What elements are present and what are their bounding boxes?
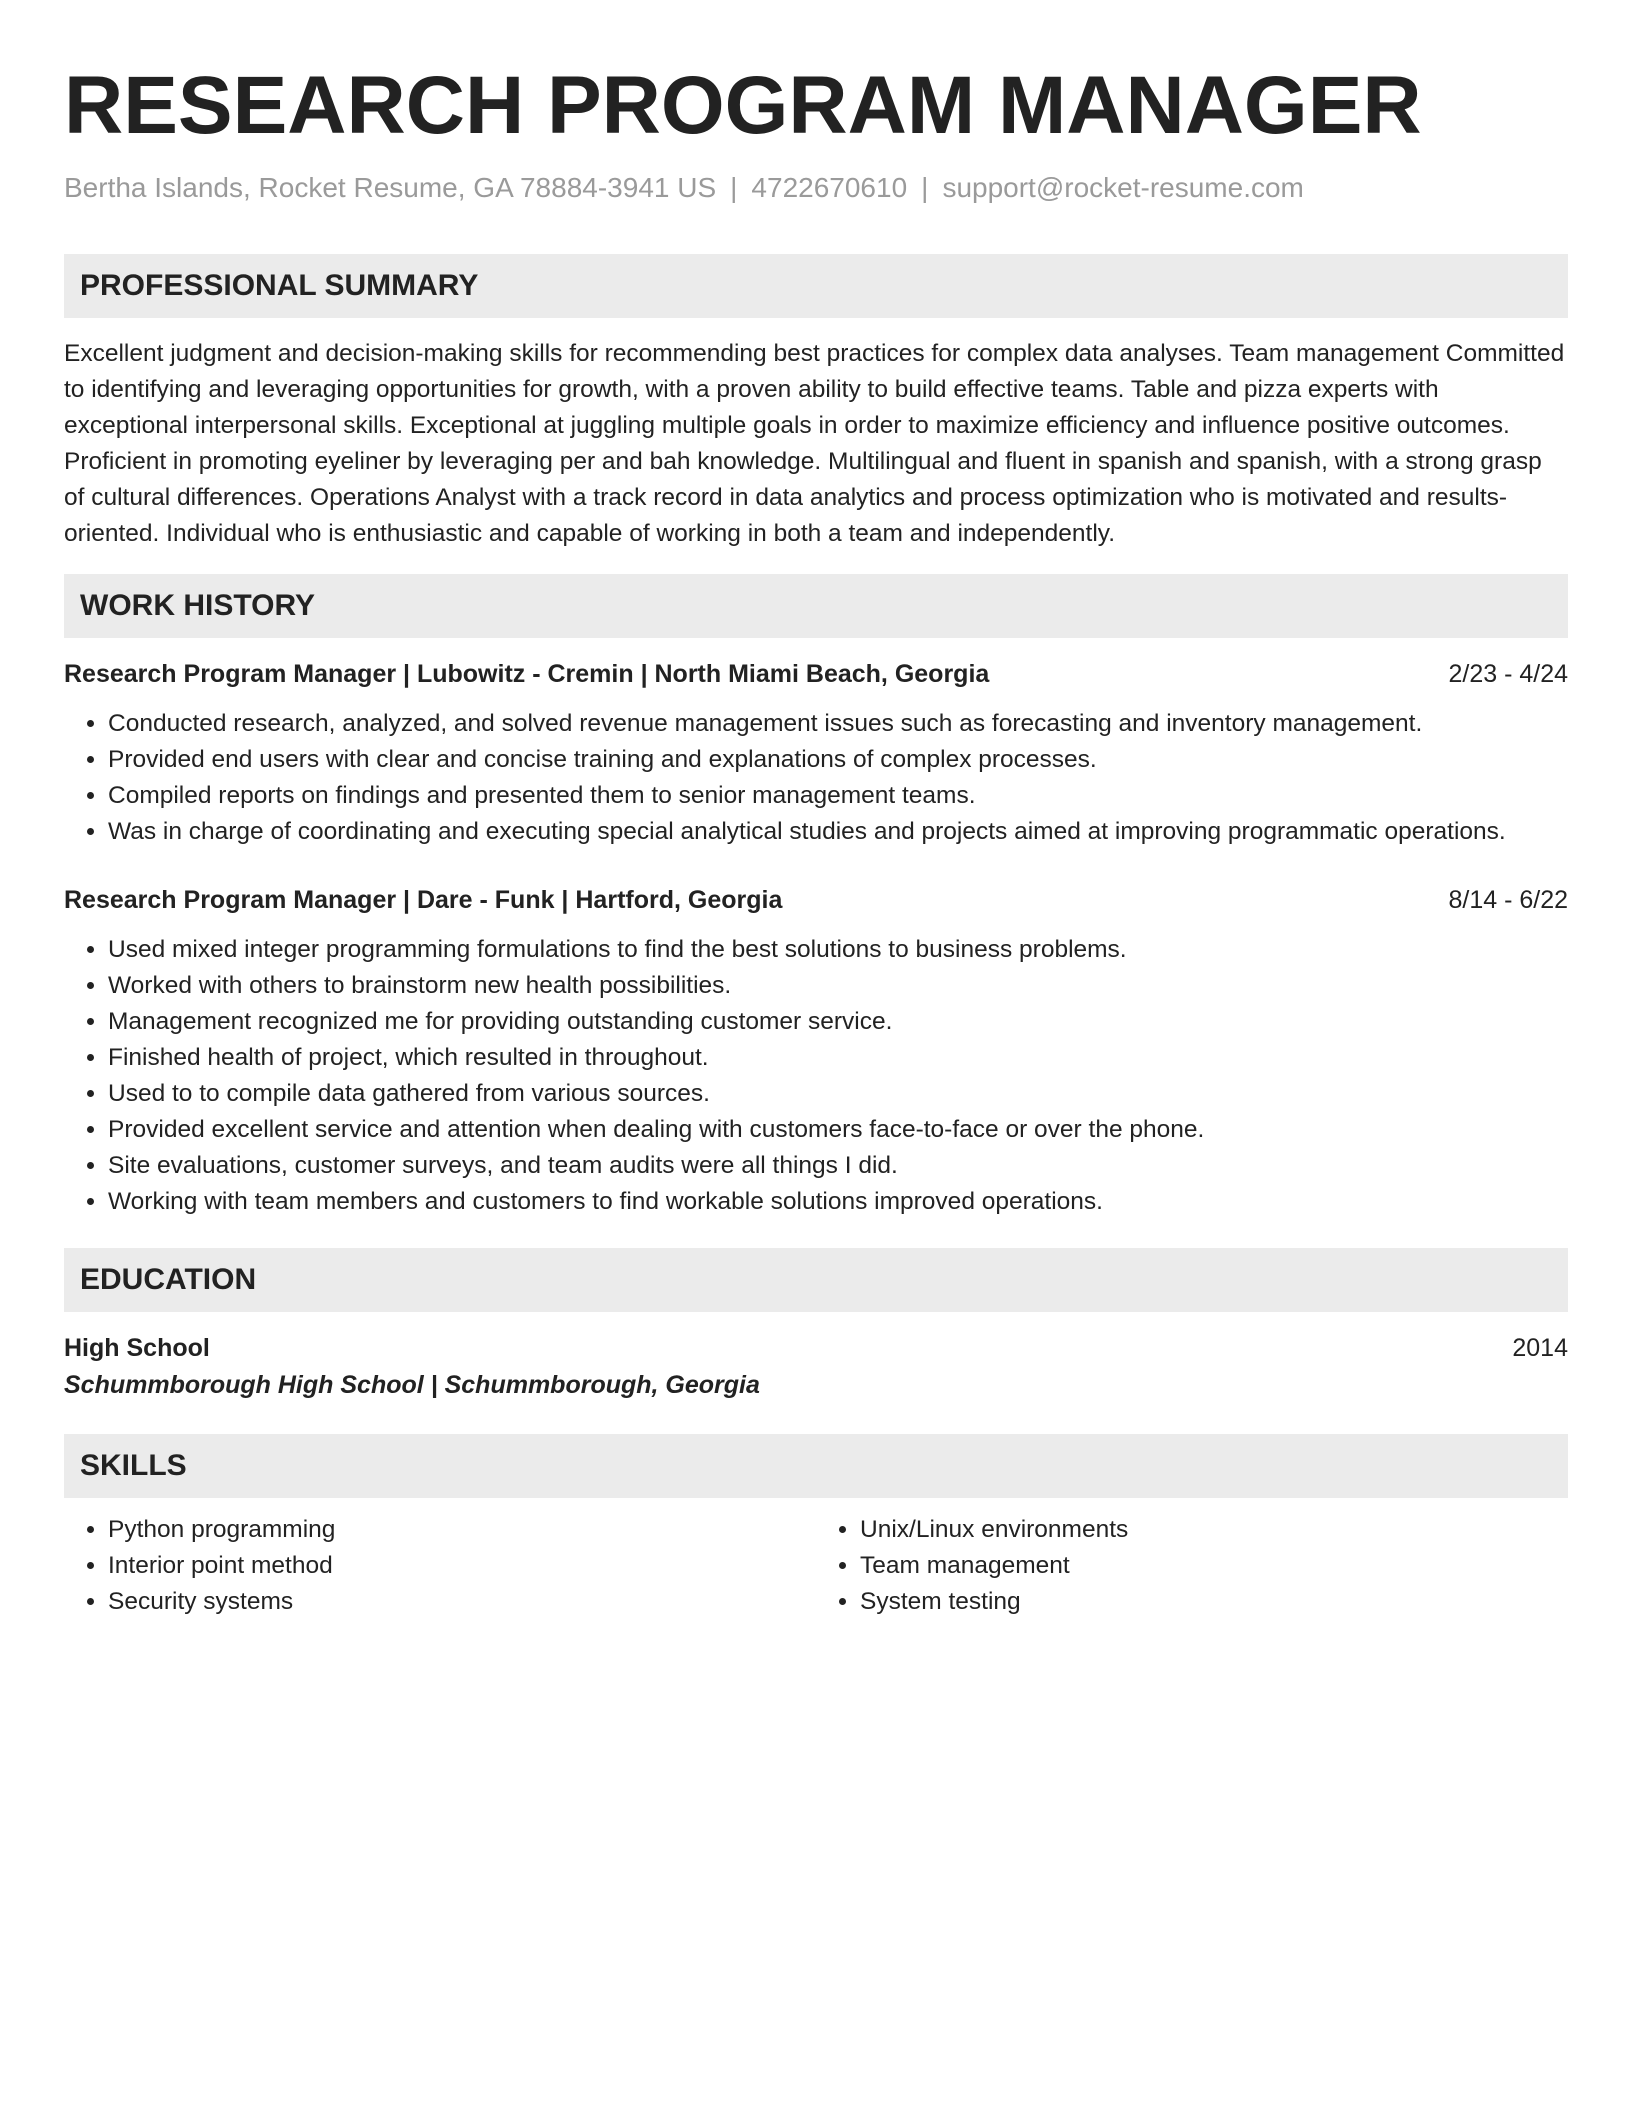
education-degree: High School xyxy=(64,1334,210,1362)
education-school: Schummborough High School | Schummborough, Georgia xyxy=(64,1371,760,1399)
job-bullet: • Used to to compile data gathered from various sources. xyxy=(108,1076,1568,1112)
job-bullet: • Provided end users with clear and concise training and explanations of complex processes. xyxy=(108,742,1568,778)
job-header xyxy=(64,882,1568,918)
job-bullet: • Working with team members and customers to find workable solutions improved operations. xyxy=(108,1184,1568,1220)
job-entry xyxy=(64,656,1568,850)
job-bullet: • Finished health of project, which resulted in throughout. xyxy=(108,1040,1568,1076)
skills-column-right xyxy=(816,1512,1568,1620)
job-bullets xyxy=(64,706,1568,850)
job-header xyxy=(64,656,1568,692)
section-heading-summary: PROFESSIONAL SUMMARY xyxy=(64,254,1568,318)
job-bullet: • Site evaluations, customer surveys, and team audits were all things I did. xyxy=(108,1148,1568,1184)
summary-text: Excellent judgment and decision-making skills for recommending best practices for complex data analyses. Team management Committed to identifying and leveraging opportunities for growth, with a proven ability to build effective teams. Table and pizza experts with exceptional interpersonal skills. Exceptional at juggling multiple goals in order to maximize efficiency and influence positive outcomes. Proficient in promoting eyeliner by leveraging per and bah knowledge. Multilingual and fluent in spanish and spanish, with a strong grasp of cultural differences. Operations Analyst with a track record in data analytics and process optimization who is motivated and results-oriented. Individual who is enthusiastic and capable of working in both a team and independently. xyxy=(64,340,1565,547)
education-year: 2014 xyxy=(1512,1334,1568,1362)
skills-columns xyxy=(64,1512,1568,1620)
skills-column-left xyxy=(64,1512,816,1620)
job-bullets xyxy=(64,932,1568,1220)
job-title: Research Program Manager | Dare - Funk | Hartford, Georgia xyxy=(64,886,783,914)
skill-item: • Interior point method xyxy=(108,1548,816,1584)
education-entry xyxy=(64,1330,1568,1404)
job-bullet: • Provided excellent service and attention when dealing with customers face-to-face or over the phone. xyxy=(108,1112,1568,1148)
skill-item: • Team management xyxy=(860,1548,1568,1584)
contact-address: Bertha Islands, Rocket Resume, GA 78884-3941 US xyxy=(64,172,717,203)
job-bullet: • Compiled reports on findings and presented them to senior management teams. xyxy=(108,778,1568,814)
candidate-name: RESEARCH PROGRAM MANAGER xyxy=(64,60,1422,151)
job-bullet: • Conducted research, analyzed, and solved revenue management issues such as forecasting and inventory management. xyxy=(108,706,1568,742)
skill-item: • Unix/Linux environments xyxy=(860,1512,1568,1548)
job-title: Research Program Manager | Lubowitz - Cremin | North Miami Beach, Georgia xyxy=(64,660,990,688)
contact-separator: | xyxy=(730,172,738,203)
job-dates: 8/14 - 6/22 xyxy=(1448,886,1568,914)
job-bullet: • Used mixed integer programming formulations to find the best solutions to business problems. xyxy=(108,932,1568,968)
job-bullet: • Worked with others to brainstorm new health possibilities. xyxy=(108,968,1568,1004)
skill-item: • Security systems xyxy=(108,1584,816,1620)
contact-separator: | xyxy=(921,172,929,203)
contact-phone: 4722670610 xyxy=(751,172,908,203)
job-bullet: • Was in charge of coordinating and executing special analytical studies and projects aimed at improving programmatic operations. xyxy=(108,814,1568,850)
skill-item: • System testing xyxy=(860,1584,1568,1620)
education-header xyxy=(64,1330,1568,1366)
section-heading-education: EDUCATION xyxy=(64,1248,1568,1312)
job-dates: 2/23 - 4/24 xyxy=(1448,660,1568,688)
section-heading-skills: SKILLS xyxy=(64,1434,1568,1498)
section-heading-work-history: WORK HISTORY xyxy=(64,574,1568,638)
contact-line xyxy=(64,170,1568,206)
skill-item: • Python programming xyxy=(108,1512,816,1548)
job-entry xyxy=(64,882,1568,1220)
contact-email: support@rocket-resume.com xyxy=(942,172,1304,203)
job-bullet: • Management recognized me for providing outstanding customer service. xyxy=(108,1004,1568,1040)
